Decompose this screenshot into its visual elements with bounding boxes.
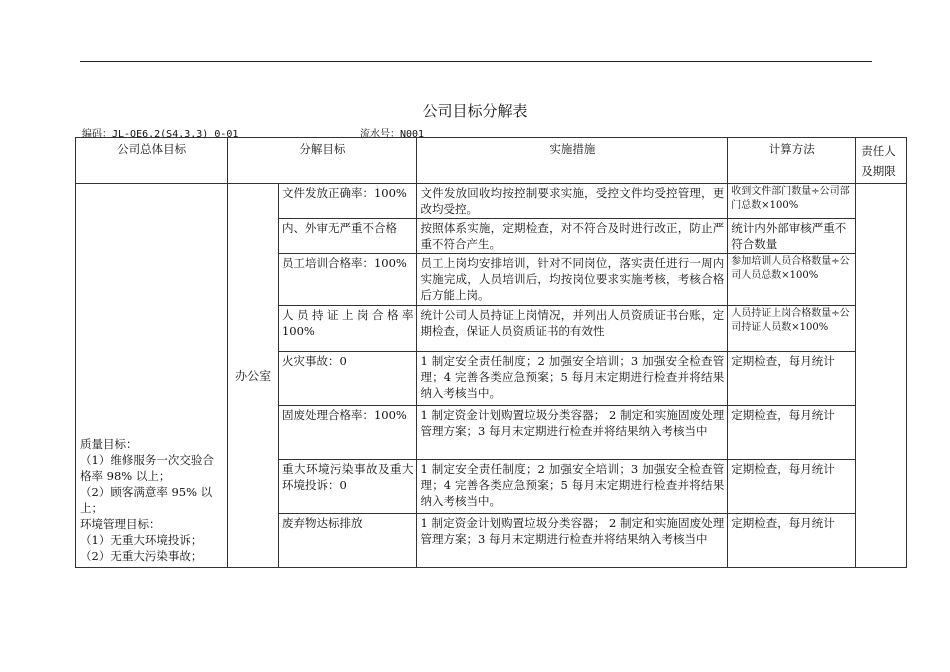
- calc-cell: 参加培训人员合格数量÷公司人员总数×100%: [728, 254, 856, 306]
- measure-cell: 1 制定资金计划购置垃圾分类容器； 2 制定和实施固废处理管理方案；3 每月末定期进行检查并将结果纳入考核当中: [417, 514, 728, 568]
- measure-cell: 按照体系实施，定期检查，对不符合及时进行改正，防止严重不符合产生。: [417, 219, 728, 254]
- goal-breakdown-table: [75, 137, 907, 568]
- header-rule: [80, 61, 872, 62]
- measure-cell: 文件发放回收均按控制要求实施，受控文件均受控管理，更改均受控。: [417, 184, 728, 219]
- department-cell: 办公室: [228, 184, 279, 568]
- target-cell: 废弃物达标排放: [278, 514, 417, 568]
- calc-cell: 定期检查，每月统计: [728, 352, 856, 406]
- overall-goal-line: （2）无重大污染事故；: [80, 549, 203, 563]
- serial-number: 流水号：N001: [360, 129, 425, 140]
- header-overall-goal: 公司总体目标: [76, 138, 228, 184]
- target-cell: 内、外审无严重不合格: [278, 219, 417, 254]
- document-title: 公司目标分解表: [422, 102, 528, 120]
- overall-goal-line: 环境管理目标：: [80, 517, 161, 531]
- responsible-cell: [856, 184, 907, 568]
- calc-cell: 收到文件部门数量÷公司部门总数×100%: [728, 184, 856, 219]
- calc-cell: 定期检查，每月统计: [728, 460, 856, 514]
- measure-cell: 统计公司人员持证上岗情况，并列出人员资质证书台账，定期检查，保证人员资质证书的有效性: [417, 306, 728, 352]
- target-cell: 固废处理合格率：100%: [278, 406, 417, 460]
- target-cell: 火灾事故：0: [278, 352, 417, 406]
- calc-cell: 定期检查，每月统计: [728, 406, 856, 460]
- measure-cell: 1 制定资金计划购置垃圾分类容器； 2 制定和实施固废处理管理方案；3 每月末定期进行检查并将结果纳入考核当中: [417, 406, 728, 460]
- overall-goal-line: （2）顾客满意率 95% 以上；: [80, 485, 213, 515]
- target-cell: 人员持证上岗合格率100%: [278, 306, 417, 352]
- target-cell: 文件发放正确率：100%: [278, 184, 417, 219]
- overall-goal-line: （1）维修服务一次交验合格率 98% 以上；: [80, 453, 214, 483]
- target-cell: 员工培训合格率：100%: [278, 254, 417, 306]
- calc-cell: 定期检查，每月统计: [728, 514, 856, 568]
- table-row: [76, 184, 907, 219]
- measure-cell: 1 制定安全责任制度；2 加强安全培训；3 加强安全检查管理；4 完善各类应急预案；5 每月末定期进行检查并将结果纳入考核当中。: [417, 460, 728, 514]
- overall-goal-line: （1）无重大环境投诉；: [80, 533, 203, 547]
- target-cell: 重大环境污染事故及重大环境投诉：0: [278, 460, 417, 514]
- header-responsible: 责任人及期限: [856, 138, 907, 184]
- header-calc-method: 计算方法: [728, 138, 856, 184]
- header-sub-target: 分解目标: [228, 138, 417, 184]
- calc-cell: 统计内外部审核严重不符合数量: [728, 219, 856, 254]
- overall-goal-cell: [76, 184, 228, 568]
- overall-goal-line: 质量目标：: [80, 437, 138, 451]
- header-measures: 实施措施: [417, 138, 728, 184]
- header-row: [76, 138, 907, 184]
- measure-cell: 1 制定安全责任制度；2 加强安全培训；3 加强安全检查管理；4 完善各类应急预案；5 每月末定期进行检查并将结果纳入考核当中。: [417, 352, 728, 406]
- document-code: 编码：JL-QE6.2(S4.3.3) 0-01: [82, 129, 239, 140]
- measure-cell: 员工上岗均安排培训，针对不同岗位，落实责任进行一周内实施完成，人员培训后，均按岗位要求实施考核，考核合格后方能上岗。: [417, 254, 728, 306]
- calc-cell: 人员持证上岗合格数量÷公司持证人员数×100%: [728, 306, 856, 352]
